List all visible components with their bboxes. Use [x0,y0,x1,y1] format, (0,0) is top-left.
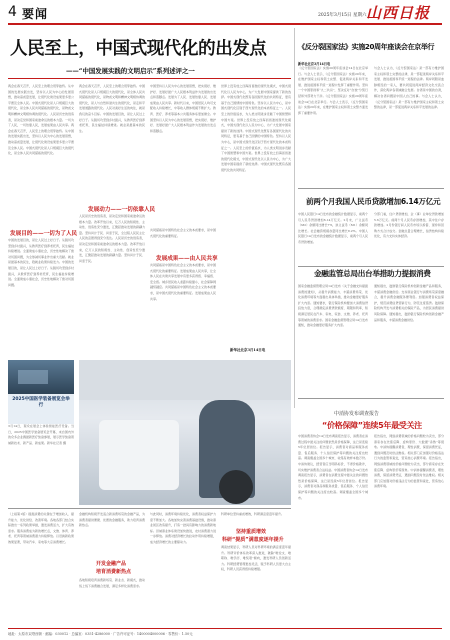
bottom-col-1: （上接第1版）提振消费的关键在于增加收入、提升能力、优化供给、改善环境。各地各部门结合实际推出一系列政策举措，激发消费活力，扩大有效需求。服务消费成为新的增长点，文旅、体育、养老、托育等领域消费潜力持续释放。以旧换新政策效果显著，带动汽车、家电等大宗消费增长。 [8,512,74,544]
bottom-col-4b: 调查结果显示，科研人员对科研环境的满意度逐年提升。科研评价体系改革深入推进，破除“唯论文、唯职称、唯学历、唯奖项”倾向，激发科研人员创新活力。科研经费管理更加灵活，赋予科研人员更大自主权，科研人员获得感持续增强。 [221,545,291,572]
bottom-col-2: 金融机构积极开发适合新消费场景的金融产品，为消费者提供便捷、优惠的金融服务，助力培育消费新热点。 [79,512,145,528]
right-mid-headline: 前两个月我国人民币贷款增加6.14万亿元 [306,197,441,206]
right-top-col-2: 与会人士认为，《反分裂国家法》是一部有力维护国家主权和领土完整的法律，是一部促进两岸关系和平发展、推进祖国和平统一进程的法律。两岸同胞是血脉相连的一家人，要共同促进两岸经济文化交流合作，深化两岸各领域融合发展。台湾是中国的台湾，解决台湾问题是中国人自己的事。与会人士认为，《反分裂国家法》是一部有力维护国家主权和领土完整的法律，是一部促进两岸关系和平发展的法律。 [374,66,444,110]
right-mid-col-1: 中国人民银行14日发布的金融统计数据显示，前两个月人民币贷款增加6.14万亿元。2月末，广义货币（M2）余额同比增长7%，狭义货币（M1）余额同比增长。社会融资规模存量同比增长8.2%。中国人民银行14日发布的金融统计数据显示，前两个月人民币贷款增加。 [298,212,368,244]
photo-caption-title: 2025中国医学装备展览会举行 [12,397,70,408]
footer-rule [8,628,442,629]
bottom-left-title-b: 培育消费新热点 [96,569,132,575]
lead-byline: 新华社北京3月14日电 [230,348,266,352]
right-rule-2 [298,266,444,267]
right-bottom-kicker: 中消协发布调查报告 [334,411,380,417]
lead-col-3c: 共同富裕是中国特色社会主义的本质要求，是中国式现代化的重要特征。发展成果由人民共享，让全体人民在共建共享发展中有更多获得感、幸福感、安全感。城乡居民收入差距持续缩小，社会保障网越织越密。共同富裕是中国特色社会主义的本质要求，是中国式现代化的重要特征。发展成果由人民共享。 [150,263,216,301]
right-low-col-2: 通知提出，鼓励银行保险机构创新金融产品和服务，丰富消费金融供给。支持商业银行与消费场景深度融合，提升消费金融服务便利度。加强消费者权益保护，规范消费信贷营销行为，防范过度借贷。鼓励保险机构开发与消费相关的保险产品，为居民消费提供风险保障。通知提出，鼓励银行保险机构创新金融产品和服务，丰富消费金融供给。 [374,284,444,322]
photo-left [8,360,74,394]
right-low-col-1: 国家金融监督管理总局14日发布《关于金融支持提振消费的通知》，从提升消费能力、丰富消费场景、优化消费环境等方面提出具体举措，推动金融更好服务扩大内需。通知要求，银行保险机构要加大消费信贷投放力度，合理确定消费贷款额度、期限和利率，积极满足居民在汽车、家电、家装、文旅、养老、托育等领域的消费需求。国家金融监督管理总局14日发布通知，推动金融更好服务扩大内需。 [298,284,368,328]
lead-col-4: 世界上没有放之四海而皆准的现代化模式，中国式现代化以人民为中心，为广大发展中国家提供了新的选择。中国式现代化既有各国现代化的共同特征，更有基于自己国情的中国特色。坚持以人民为中心，是中国式现代化区别于西方现代化的本质特征之一。人民至上的价值追求，为人类文明进步贡献了中国智慧和中国方案。世界上没有放之四海而皆准的现代化模式，中国式现代化以人民为中心，为广大发展中国家提供了新的选择。中国式现代化既有各国现代化的共同特征，更有基于自己国情的中国特色。坚持以人民为中心，是中国式现代化区别于西方现代化的本质特征之一。人民至上的价值追求，为人类文明进步贡献了中国智慧和中国方案。世界上没有放之四海而皆准的现代化模式，中国式现代化以人民为中心，为广大发展中国家提供了新的选择。中国式现代化既有各国现代化的共同特征。 [221,84,291,172]
section-name: 要闻 [22,7,49,21]
masthead-logo: 山西日报 [366,4,431,22]
lead-col-1b: 中国的发展目的，是让人民过上好日子。从脱贫攻坚到乡村振兴，从教育医疗到养老托育，民生福祉持续增进。全面建成小康社会，历史性地解决了绝对贫困问题，为全球减贫事业作出重大贡献。就业是最基本的民生，稳就业政策持续发力。中国的发展目的，是让人民过上好日子。从脱贫攻坚到乡村振兴，从教育医疗到养老托育，民生福祉持续增进。全面建成小康社会，历史性地解决了绝对贫困问题。 [8,238,74,287]
right-bottom-col-1: 中国消费者协会14日发布调查报告显示，消费者在消费过程中最关注的问题依然是价格保障，这已是连续5年位居首位。报告显示，消费者对商品和服务质量、售后服务、个人信息保护等问题的关注度也较高。调查覆盖全国多个城市，收集有效样本数万份。中消协建议，经营者应当明码标价，不得价格欺诈，切实维护消费者合法权益。中国消费者协会14日发布调查报告显示，消费者在消费过程中最关注的问题依然是价格保障，这已是连续5年位居首位。报告显示，消费者对商品和服务质量、售后服务、个人信息保护等问题的关注度也较高。调查覆盖全国多个城市。 [298,434,368,500]
bottom-col-2b: 各地积极培育消费新场景、新业态、新模式，推动线上线下消费融合发展，满足多样化消费需求。 [79,578,145,588]
lead-rule [8,78,291,79]
photo-main-wheel [219,470,253,504]
header-rule [8,23,442,25]
right-low-headline: 金融监管总局出台举措助力提振消费 [314,269,431,278]
lead-col-1: 两会在春天召开，人民至上的理念贯穿始终。从中国的发展实践出发，坚持以人民为中心的发展思想，推动高质量发展，让现代化建设成果更多更公平惠及全体人民。中国式现代化是人口规模巨大的现代化，是全体人民共同富裕的现代化，是物质文明和精神文明相协调的现代化。人民是历史的创造者，是决定党和国家前途命运的根本力量。一切为了人民，一切依靠人民，发展成果由人民共享。两会在春天召开，人民至上的理念贯穿始终。从中国的发展实践出发，坚持以人民为中心的发展思想，推动高质量发展，让现代化建设成果更多更公平惠及全体人民。中国式现代化是人口规模巨大的现代化，是全体人民共同富裕的现代化。 [8,84,74,156]
right-bottom-headline: “价格保障”连续5年最受关注 [322,421,422,430]
photo-left-highlight [18,370,48,384]
right-rule-3 [298,398,444,399]
lead-headline: 人民至上，中国式现代化的出发点 [10,39,267,59]
right-top-byline: 新华社北京3月14日电 [298,62,331,66]
lead-subhead-3: 发展成果——由人民共享 [156,256,218,262]
right-rule-1 [298,188,444,189]
lead-subhead-2: 发展动力——一切依靠人民 [88,207,156,213]
photo-main-backdrop [79,360,291,400]
lead-col-3b: 共同富裕是中国特色社会主义的本质要求，是中国式现代化的重要特征。 [150,228,216,238]
main-bottom-rule [8,508,291,509]
bottom-left-title-a: 开发金融产品 [96,561,127,567]
bottom-mid-title-a: 坚持重质增效 [236,529,267,535]
right-top-headline: 《反分裂国家法》实施20周年座谈会在京举行 [298,42,435,51]
bottom-col-4: 科研单位坚持重质增效，科研满意度逐年提升。 [221,512,285,516]
footer-info: 地址：太原市双塔西街 · 邮编：030012 · 总编室：0351-4286000 · 广告许可证号：1400004000006 · 零售价：1.50元 [8,632,193,636]
right-top-col-1: 《反分裂国家法》实施20周年座谈会14日在北京举行。与会人士表示，《反分裂国家法》实施20年来，在维护国家主权和领土完整、促进两岸关系和平发展、推进祖国和平统一进程中发挥了重要作用。坚持一个中国原则和“九二共识”，坚决反对“台独”分裂行径和外部势力干涉。《反分裂国家法》实施20周年座谈会14日在北京举行。与会人士表示，《反分裂国家法》实施20年来，在维护国家主权和领土完整方面发挥了重要作用。 [298,66,368,115]
page-header [0,0,450,24]
bottom-col-3: 与此同时，消费环境持续优化，消费者权益保护力度不断加大。各地加快完善消费基础设施，推动商业街区改造提升，打造一批具有影响力的消费新地标。县域商业体系建设加快推进，农村消费潜力进一步释放。消费对经济增长的拉动作用持续增强，成为经济增长的主要驱动力。 [150,512,216,544]
center-divider [294,28,295,408]
lead-col-2b: 人民是历史的创造者，是决定党和国家前途命运的根本力量。改革开放以来，亿万人民的积极性、主动性、创造性充分激发，汇聚起推动发展的磅礴力量。坚持问计于民、问需于民，全过程人民民主让人民的意愿得到充分表达。人民是历史的创造者，是决定党和国家前途命运的根本力量。改革开放以来，亿万人民的积极性、主动性、创造性充分激发，汇聚起推动发展的磅礴力量。坚持问计于民、问需于民。 [79,214,145,263]
lead-col-3: 中国坚持以人民为中心的发展思想，把实现好、维护好、发展好最广大人民根本利益作为发展的出发点和落脚点。发展为了人民、发展依靠人民、发展成果由人民共享。新时代以来，中国居民人均可支配收入持续增长，中等收入群体规模不断扩大。教育、医疗、养老等基本公共服务体系更加健全。中国坚持以人民为中心的发展思想，把实现好、维护好、发展好最广大人民根本利益作为发展的出发点和落脚点。 [150,84,216,133]
photo-main-machine [99,420,179,490]
lead-col-2: 两会在春天召开，人民至上的理念贯穿始终。中国式现代化是人口规模巨大的现代化，是全体人民共同富裕的现代化，是物质文明和精神文明相协调的现代化，是人与自然和谐共生的现代化，是走和平发展道路的现代化。人民对美好生活的向往，就是我们的奋斗目标。中国的发展目的，是让人民过上好日子。从脱贫攻坚到乡村振兴，从教育医疗到养老托育，民生福祉持续增进。就业是最基本的民生。 [79,84,145,133]
photo-caption-left [8,394,74,424]
lead-subtitle: ——“中国发展实践的文明启示”系列述评之一 [66,67,195,75]
bottom-mid-title-b: 科研“提质”满意度逐年提升 [222,537,284,543]
page-number: 4 [8,4,17,20]
right-mid-col-2: 分部门看，住户贷款增加，企（事）业单位贷款增加5.6万亿元。前两个月人民币存款增加，其中住户存款增加。2月份银行间人民币市场以拆借、现券和回购方式合计成交。金融总量合理增长，信贷结构持续优化，有力支持实体经济。 [374,212,444,239]
photo-caption-main: 3月14日，观众在展会上体验智能医疗设备。当日，2025中国医学装备展览会开幕，来自国内外的众多企业携最新医疗装备参展，展示医学装备领域新技术、新产品、新成果。新华社记者 摄 [8,424,74,445]
issue-date: 2025年3月15日 星期六 [318,13,367,18]
right-bottom-col-2: 报告指出，网络消费领域的价格问题较为突出，部分商家存在先涨后降、虚构原价、大数据“杀熟”等现象。中消协提醒消费者，理性消费，保留消费凭证，遇到问题及时依法维权。相关部门应加强对价格违法行为的监管和查处，营造放心消费环境。报告指出，网络消费领域的价格问题较为突出，部分商家存在先涨后降、虚构原价等现象。中消协提醒消费者，理性消费，保留消费凭证，遇到问题及时依法维权。相关部门应加强对价格违法行为的监管和查处，营造放心消费环境。 [374,434,444,489]
lead-subhead-1: 发展目的——一切为了人民 [10,231,78,237]
photo-main [79,360,291,505]
